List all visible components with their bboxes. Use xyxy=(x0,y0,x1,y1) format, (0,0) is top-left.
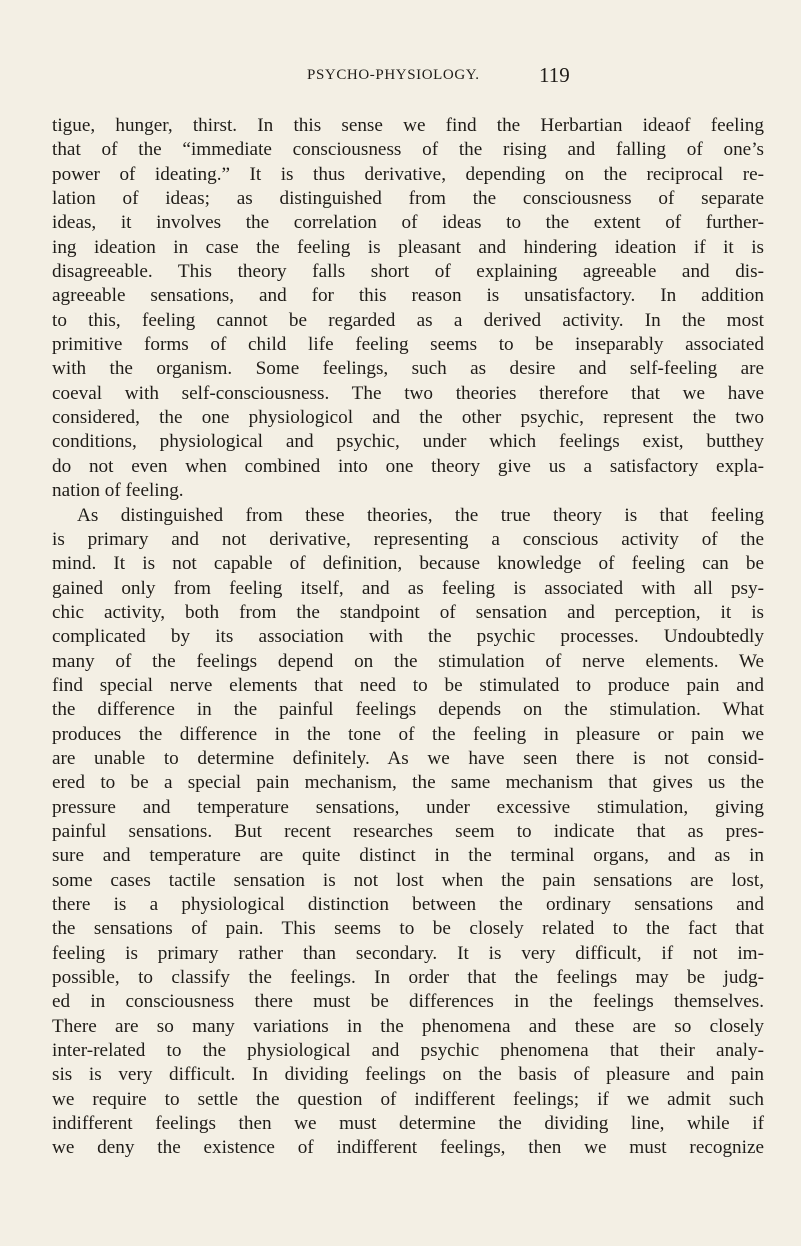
body-text xyxy=(52,114,764,1161)
page-number: 119 xyxy=(539,63,570,87)
text-line: ered to be a special pain mechanism, the same mechanism that gives us the xyxy=(52,772,764,794)
text-line: we deny the existence of indifferent feelings, then we must recognize xyxy=(52,1137,764,1159)
text-line: ing ideation in case the feeling is pleasant and hindering ideation if it is xyxy=(52,236,764,258)
text-line: to this, feeling cannot be regarded as a derived activity. In the most xyxy=(52,309,764,331)
text-line: sis is very difficult. In dividing feelings on the basis of pleasure and pain xyxy=(52,1064,764,1086)
text-line: are unable to determine definitely. As we have seen there is not consid- xyxy=(52,747,764,769)
text-line: find special nerve elements that need to be stimulated to produce pain and xyxy=(52,674,764,696)
paragraph-start-line: As distinguished from these theories, the true theory is that feeling xyxy=(77,504,764,526)
text-line: ed in consciousness there must be differences in the feelings themselves. xyxy=(52,991,764,1013)
text-line: inter-related to the physiological and psychic phenomena that their analy- xyxy=(52,1040,764,1062)
text-line: is primary and not derivative, representing a conscious activity of the xyxy=(52,528,764,550)
text-line: produces the difference in the tone of the feeling in pleasure or pain we xyxy=(52,723,764,745)
text-line: indifferent feelings then we must determine the dividing line, while if xyxy=(52,1113,764,1135)
text-line: feeling is primary rather than secondary. It is very difficult, if not im- xyxy=(52,942,764,964)
text-line: mind. It is not capable of definition, because knowledge of feeling can be xyxy=(52,553,764,575)
text-line: that of the “immediate consciousness of the rising and falling of one’s xyxy=(52,139,764,161)
text-line: There are so many variations in the phenomena and these are so closely xyxy=(52,1015,764,1037)
text-line: primitive forms of child life feeling seems to be inseparably associated xyxy=(52,334,764,356)
text-line: the sensations of pain. This seems to be closely related to the fact that xyxy=(52,918,764,940)
text-line: we require to settle the question of indifferent feelings; if we admit such xyxy=(52,1088,764,1110)
paragraph-end-line: nation of feeling. xyxy=(52,480,184,502)
text-line: sure and temperature are quite distinct in the terminal organs, and as in xyxy=(52,845,764,867)
running-title: PSYCHO-PHYSIOLOGY. xyxy=(307,67,480,83)
text-line: many of the feelings depend on the stimulation of nerve elements. We xyxy=(52,650,764,672)
text-line: complicated by its association with the psychic processes. Undoubtedly xyxy=(52,626,764,648)
text-line: power of ideating.” It is thus derivative, depending on the reciprocal re- xyxy=(52,163,764,185)
text-line: some cases tactile sensation is not lost when the pain sensations are lost, xyxy=(52,869,764,891)
text-line: lation of ideas; as distinguished from the consciousness of separate xyxy=(52,188,764,210)
text-line: coeval with self-consciousness. The two theories therefore that we have xyxy=(52,382,764,404)
text-line: do not even when combined into one theory give us a satisfactory expla- xyxy=(52,455,764,477)
running-head xyxy=(237,63,647,89)
text-line: possible, to classify the feelings. In order that the feelings may be judg- xyxy=(52,967,764,989)
text-line: there is a physiological distinction between the ordinary sensations and xyxy=(52,894,764,915)
text-line: pressure and temperature sensations, under excessive stimulation, giving xyxy=(52,796,764,818)
text-line: considered, the one physiologicol and the other psychic, represent the two xyxy=(52,407,764,429)
text-line: the difference in the painful feelings depends on the stimulation. What xyxy=(52,699,764,721)
text-line: tigue, hunger, thirst. In this sense we find the Herbartian ideaof feeling xyxy=(52,115,764,136)
text-line: agreeable sensations, and for this reason is unsatisfactory. In addition xyxy=(52,285,764,307)
text-line: conditions, physiological and psychic, under which feelings exist, butthey xyxy=(52,431,764,453)
text-line: disagreeable. This theory falls short of explaining agreeable and dis- xyxy=(52,261,764,283)
text-line: painful sensations. But recent researches seem to indicate that as pres- xyxy=(52,820,764,842)
text-line: gained only from feeling itself, and as feeling is associated with all psy- xyxy=(52,577,764,599)
text-line: chic activity, both from the standpoint of sensation and perception, it is xyxy=(52,601,764,623)
text-line: with the organism. Some feelings, such as desire and self-feeling are xyxy=(52,358,764,380)
text-line: ideas, it involves the correlation of ideas to the extent of further- xyxy=(52,212,764,234)
